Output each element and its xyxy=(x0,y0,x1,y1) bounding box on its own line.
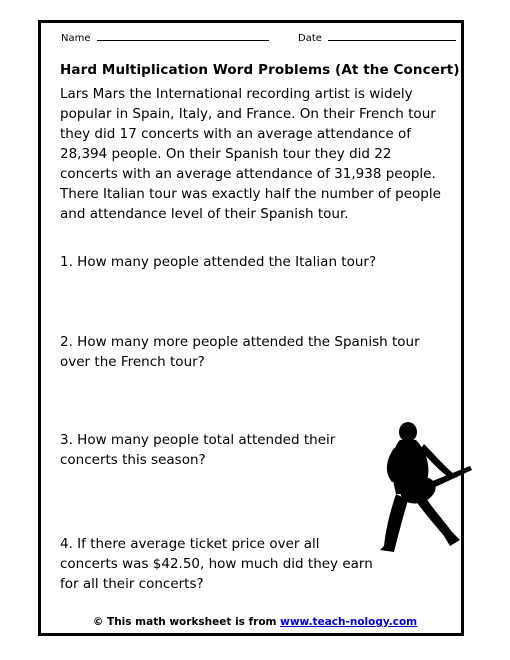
intro-line: There Italian tour was exactly half the number of people xyxy=(60,186,441,202)
name-field xyxy=(61,31,269,45)
question-4 xyxy=(60,534,380,594)
guitarist-silhouette-icon xyxy=(378,420,474,560)
teach-nology-link[interactable]: www.teach-nology.com xyxy=(280,616,418,628)
footer-credit xyxy=(0,616,510,628)
intro-line: they did 17 concerts with an average attendance of xyxy=(60,126,411,142)
question-line: 4. If there average ticket price over all xyxy=(60,536,320,552)
question-line: over the French tour? xyxy=(60,354,205,370)
question-2 xyxy=(60,332,440,372)
question-3 xyxy=(60,430,360,470)
question-line: 3. How many people total attended their xyxy=(60,432,336,448)
name-label: Name xyxy=(61,33,91,44)
date-blank xyxy=(328,31,456,41)
question-line: concerts was $42.50, how much did they earn xyxy=(60,556,373,572)
question-line: concerts this season? xyxy=(60,452,206,468)
question-1 xyxy=(60,252,440,272)
question-line: 1. How many people attended the Italian tour? xyxy=(60,254,377,270)
intro-line: 28,394 people. On their Spanish tour they did 22 xyxy=(60,146,392,162)
intro-paragraph xyxy=(60,84,452,224)
date-field xyxy=(298,31,456,45)
intro-line: concerts with an average attendance of 31,938 people. xyxy=(60,166,436,182)
footer-text: © This math worksheet is from xyxy=(92,616,281,628)
question-line: 2. How many more people attended the Spanish tour xyxy=(60,334,420,350)
intro-line: and attendance level of their Spanish tour. xyxy=(60,206,349,222)
question-line: for all their concerts? xyxy=(60,576,204,592)
worksheet-title: Hard Multiplication Word Problems (At the Concert) xyxy=(60,62,460,78)
intro-line: Lars Mars the International recording artist is widely xyxy=(60,86,413,102)
date-label: Date xyxy=(298,33,322,44)
intro-line: popular in Spain, Italy, and France. On their French tour xyxy=(60,106,436,122)
name-blank xyxy=(97,31,269,41)
